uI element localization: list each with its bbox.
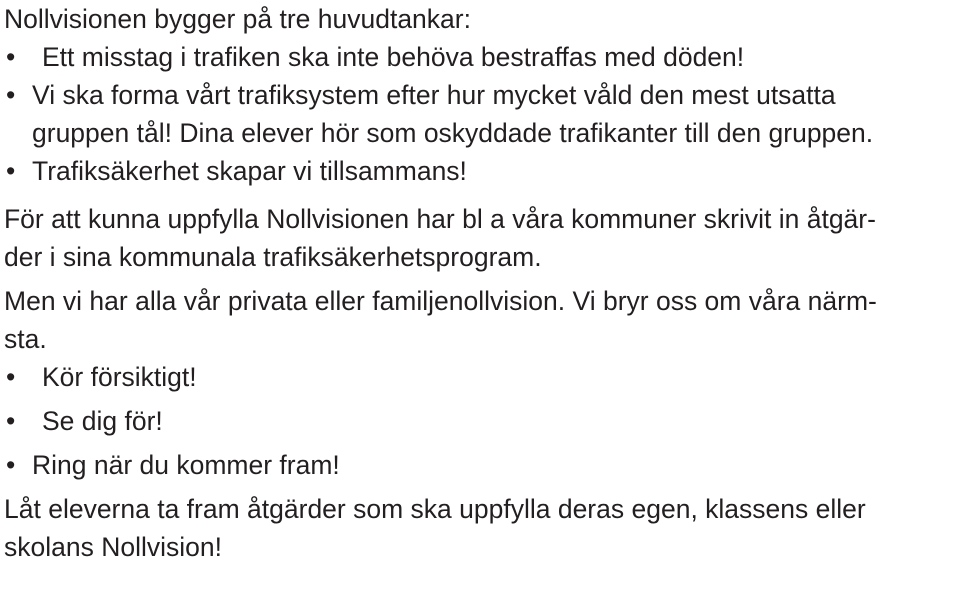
bullet-icon: • — [6, 406, 16, 436]
list-item — [4, 38, 954, 76]
paragraph-line: skolans Nollvision! — [4, 532, 222, 562]
paragraph-line: Låt eleverna ta fram åtgärder som ska uppfylla deras egen, klassens eller — [4, 494, 866, 524]
intro-heading: Nollvisionen bygger på tre huvudtankar: — [4, 4, 471, 34]
list-item-continuation: gruppen tål! Dina elever hör som oskyddade trafikanter till den gruppen. — [32, 118, 874, 148]
bullet-icon: • — [6, 450, 16, 480]
bullet-icon: • — [6, 362, 16, 392]
tips-list — [4, 358, 954, 484]
list-item-text: Ring när du kommer fram! — [32, 450, 340, 480]
paragraph-line: För att kunna uppfylla Nollvisionen har bl a våra kommuner skrivit in åtgär- — [4, 204, 876, 234]
paragraph-elever — [4, 490, 954, 566]
list-item-text: Kör försiktigt! — [42, 362, 197, 392]
list-item-text: Ett misstag i trafiken ska inte behöva bestraffas med döden! — [42, 42, 745, 72]
bullet-icon: • — [6, 42, 16, 72]
paragraph-line: sta. — [4, 324, 47, 354]
list-item — [4, 358, 954, 396]
list-item — [4, 152, 954, 190]
list-item — [4, 76, 954, 114]
paragraph-kommuner — [4, 200, 954, 276]
main-ideas-list — [4, 38, 954, 190]
bullet-icon: • — [6, 156, 16, 186]
list-item-text: Trafiksäkerhet skapar vi tillsammans! — [32, 156, 467, 186]
document-page — [4, 0, 954, 566]
bullet-icon: • — [6, 80, 16, 110]
paragraph-line: Men vi har alla vår privata eller familjenollvision. Vi bryr oss om våra närm- — [4, 286, 877, 316]
list-item — [4, 402, 954, 440]
paragraph-familjenollvision — [4, 282, 954, 358]
list-item-text: Vi ska forma vårt trafiksystem efter hur mycket våld den mest utsatta — [32, 80, 836, 110]
list-item — [4, 446, 954, 484]
list-item-text: Se dig för! — [42, 406, 163, 436]
paragraph-line: der i sina kommunala trafiksäkerhetsprogram. — [4, 242, 542, 272]
